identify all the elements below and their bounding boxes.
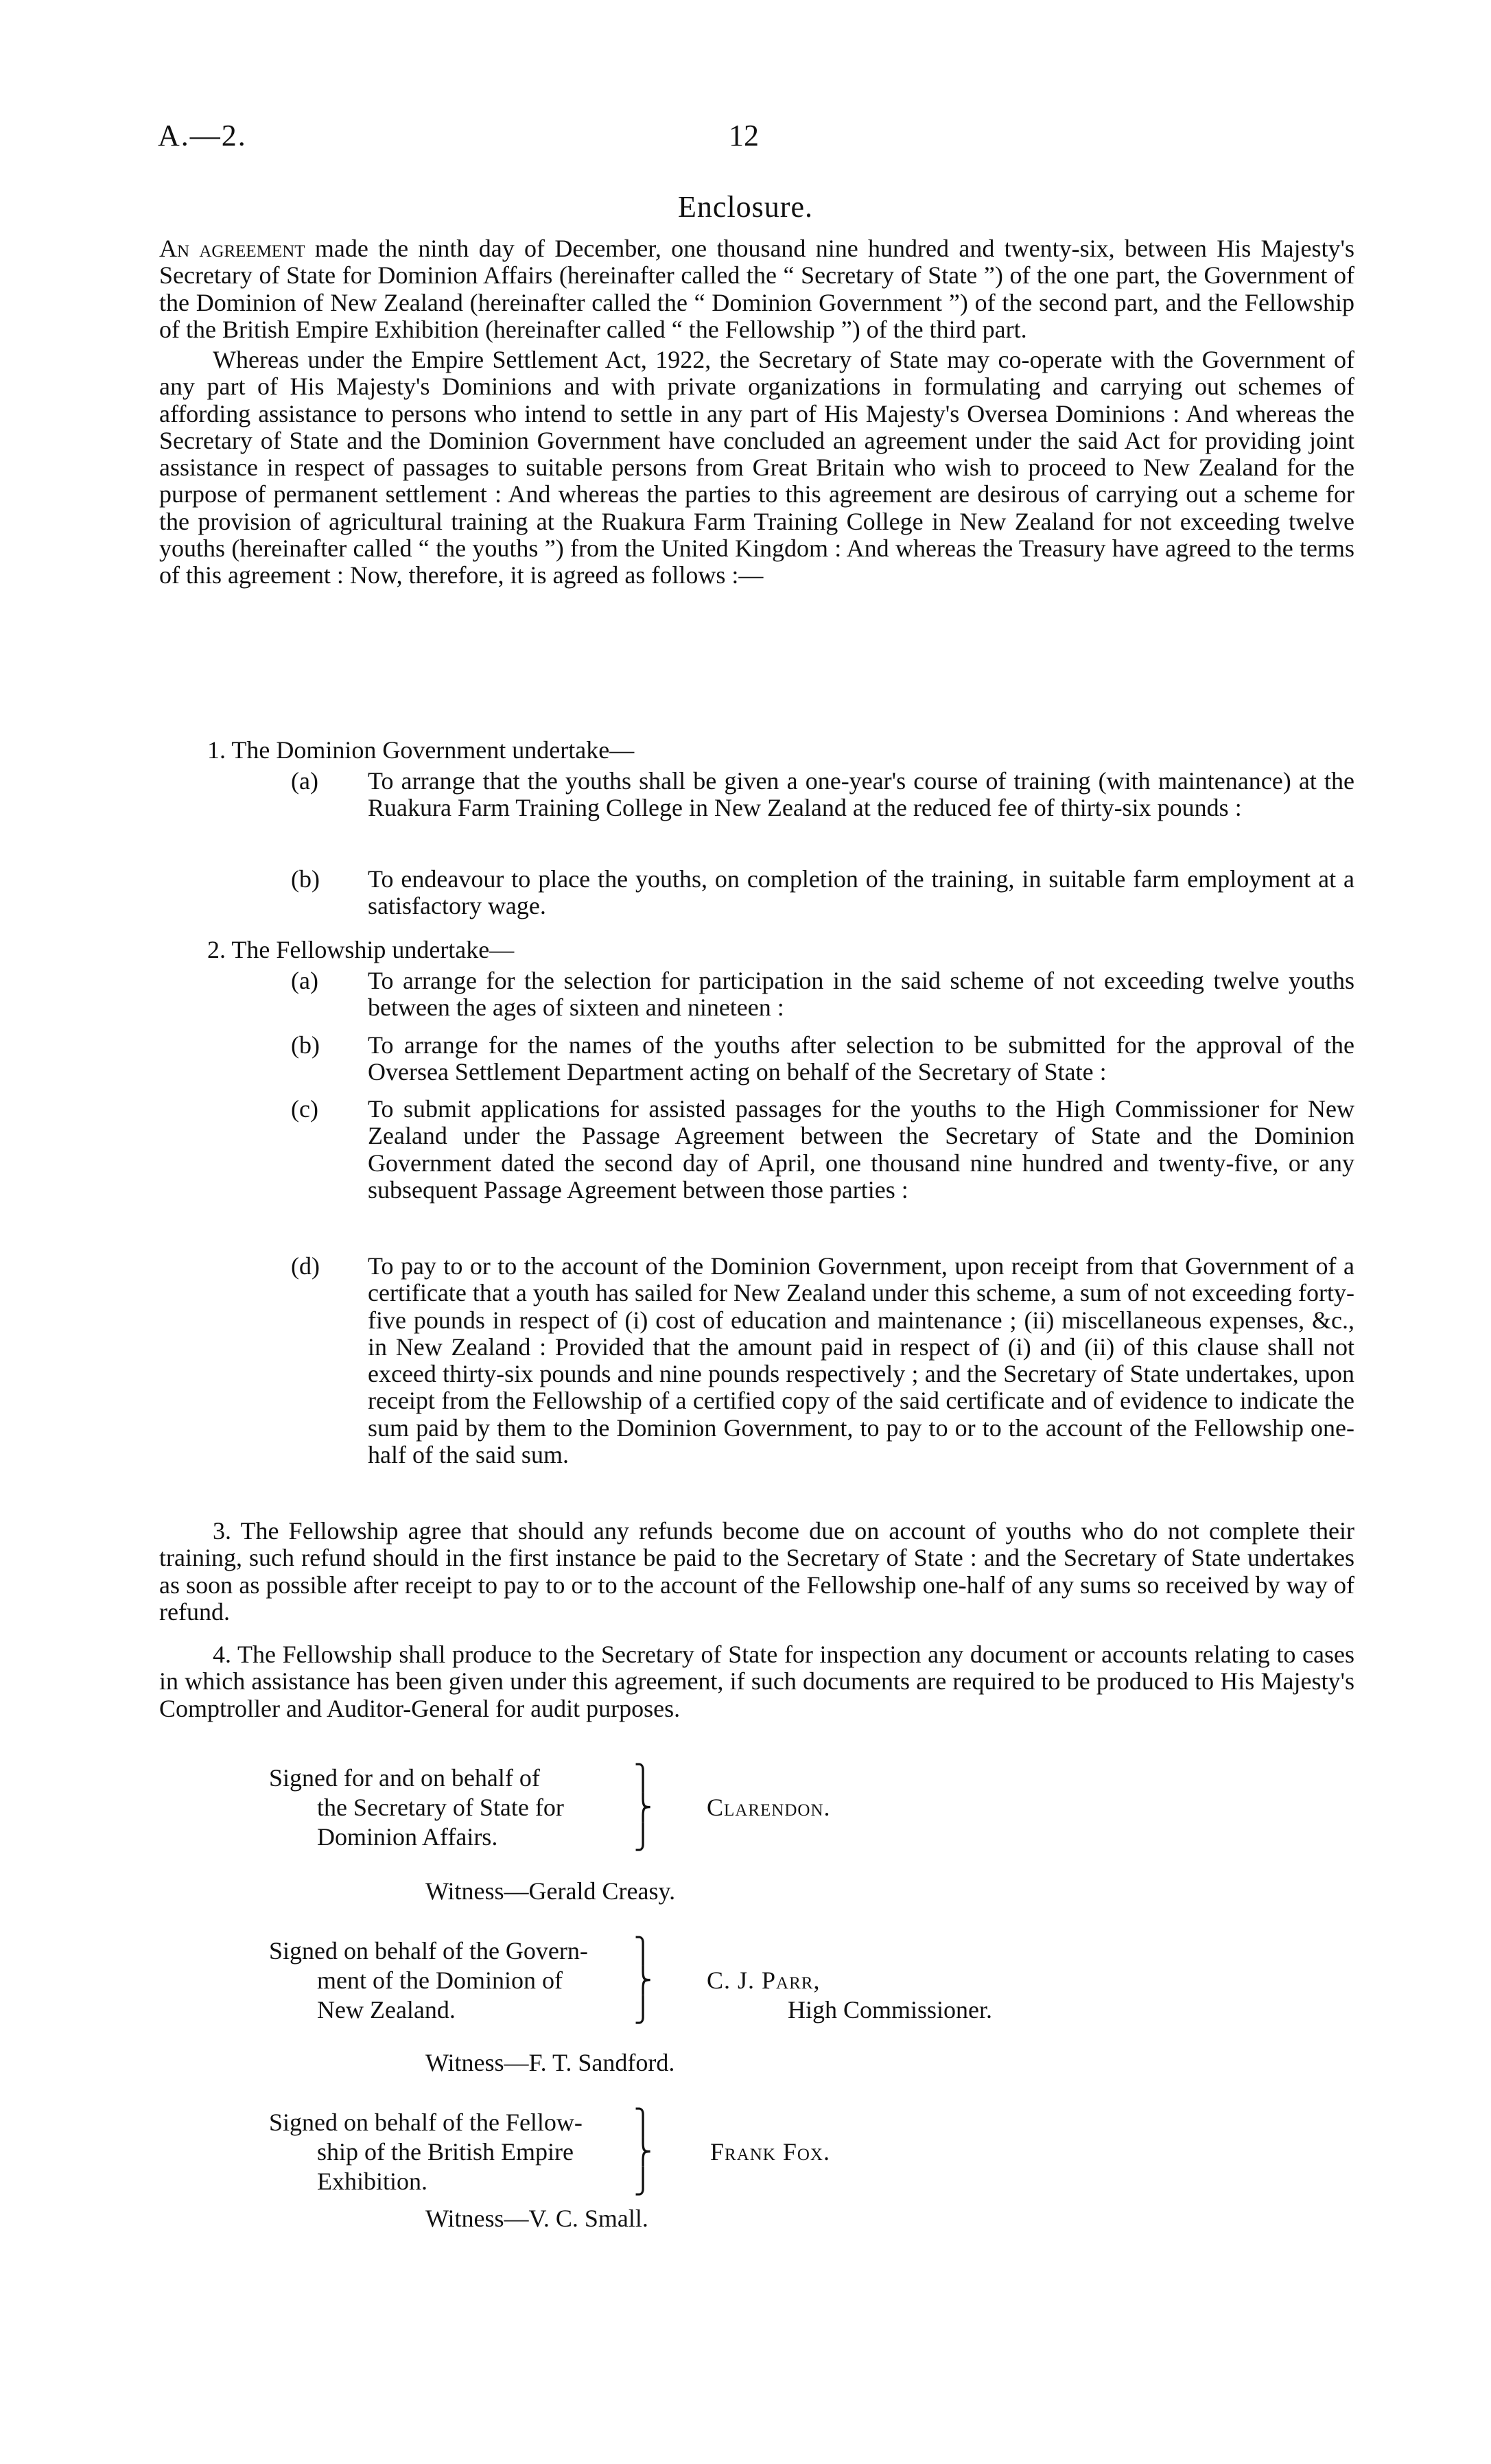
signature-line: Dominion Affairs. [317,1823,498,1851]
signatory-name: Frank Fox. [710,2138,830,2166]
item-text: To arrange for the selection for participation in the said scheme of not exceeding twelve youths between the ages of sixteen and nineteen : [368,967,1354,1022]
witness-line: Witness—F. T. Sandford. [425,2049,675,2076]
clause-2-item-b [291,1032,1354,1086]
intro-text: made the ninth day of December, one thousand nine hundred and twenty-six, between His Majesty's Secretary of State for Dominion Affairs (hereinafter called the “ Secretary of State ”) of the one part, the Government of the Dominion of New Zealand (hereinafter called the “ Dominion Government ”) of the second part, and the Fellowship of the British Empire Exhibition (hereinafter called “ the Fellowship ”) of the third part. [159,235,1355,343]
signature-line: Signed on behalf of the Fellow- [269,2109,583,2136]
clause-2-item-c [291,1096,1354,1204]
clause-2-item-d [291,1253,1354,1468]
signatory-role: High Commissioner. [788,1996,993,2023]
item-text: To pay to or to the account of the Dominion Government, upon receipt from that Government of a certificate that a youth has sailed for New Zealand under this scheme, a sum of not exceeding forty-five pounds in respect of (i) cost of education and maintenance ; (ii) miscellaneous expenses, &c., in New Zealand : Provided that the amount paid in respect of (i) and (ii) of this clause shall not exceed thirty-six pounds and nine pounds respectively ; and the Secretary of State undertakes, upon receipt from the Fellowship of a certified copy of the said certificate and of evidence to indicate the sum paid by them to the Dominion Government, to pay to or to the account of the Fellowship one-half of the said sum. [368,1252,1354,1469]
brace-3: ⎫ ⎬ ⎭ [633,2109,653,2195]
witness-line: Witness—Gerald Creasy. [425,1877,676,1905]
signature-line: Signed for and on behalf of [269,1764,540,1792]
witness-line: Witness—V. C. Small. [425,2205,648,2232]
signatory-name: C. J. Parr, [707,1967,821,1994]
signature-line: the Secretary of State for [317,1794,564,1821]
agreement-intro [159,235,1354,343]
signature-line: ment of the Dominion of [317,1967,563,1994]
signature-line: New Zealand. [317,1996,456,2023]
page-number: 12 [729,119,759,152]
signature-line: Exhibition. [317,2168,427,2195]
signature-line: Signed on behalf of the Govern- [269,1937,588,1964]
item-label: (d) [291,1252,320,1280]
clause-2-item-a [291,967,1354,1022]
brace-2: ⎫ ⎬ ⎭ [633,1937,653,2023]
clause-1-heading: 1. The Dominion Government undertake— [207,736,635,764]
item-label: (b) [291,1031,320,1059]
item-label: (b) [291,865,320,893]
clause-2-heading: 2. The Fellowship undertake— [207,936,515,963]
signature-block-2 [269,1936,588,2025]
clause-1-item-a [291,768,1354,822]
whereas-paragraph: Whereas under the Empire Settlement Act, 1922, the Secretary of State may co-operate with the Government of any part of His Majesty's Dominions and with private organizations in formulating and carrying out schemes of affording assistance to persons who intend to settle in any part of His Majesty's Oversea Dominions : And whereas the Secretary of State and the Dominion Government have concluded an agreement under the said Act for providing joint assistance in respect of passages to suitable persons from Great Britain who wish to proceed to New Zealand for the purpose of permanent settlement : And whereas the parties to this agreement are desirous of carrying out a scheme for the provision of agricultural training at the Ruakura Farm Training College in New Zealand for not exceeding twelve youths (hereinafter called “ the youths ”) from the United Kingdom : And whereas the Treasury have agreed to the terms of this agreement : Now, therefore, it is agreed as follows :— [159,346,1354,589]
item-text: To arrange that the youths shall be given a one-year's course of training (with maintenance) at the Ruakura Farm Training College in New Zealand at the reduced fee of thirty-six pounds : [368,767,1354,822]
item-label: (a) [291,767,318,795]
clause-3: 3. The Fellowship agree that should any refunds become due on account of youths who do not complete their training, such refund should in the first instance be paid to the Secretary of State : and the Secretary of State undertakes as soon as possible after receipt to pay to or to the account of the Fellowship one-half of any sums so received by way of refund. [159,1517,1354,1626]
signature-block-1 [269,1763,564,1852]
item-text: To arrange for the names of the youths after selection to be submitted for the approval of the Oversea Settlement Department acting on behalf of the Secretary of State : [368,1031,1354,1086]
item-label: (a) [291,967,318,994]
item-text: To submit applications for assisted passages for the youths to the High Commissioner for New Zealand under the Passage Agreement between the Secretary of State and the Dominion Government dated the second day of April, one thousand nine hundred and twenty-five, or any subsequent Passage Agreement between those parties : [368,1095,1354,1204]
signatory-name: Clarendon. [707,1794,831,1821]
signature-line: ship of the British Empire [317,2138,574,2166]
page-title: Enclosure. [678,190,813,224]
item-label: (c) [291,1095,318,1123]
clause-4: 4. The Fellowship shall produce to the Secretary of State for inspection any document or accounts relating to cases in which assistance has been given under this agreement, if such documents are required to be produced to His Majesty's Comptroller and Auditor-General for audit purposes. [159,1641,1354,1722]
clause-1-item-b [291,866,1354,920]
parliamentary-paper-code: A.—2. [158,119,247,152]
item-text: To endeavour to place the youths, on completion of the training, in suitable farm employment at a satisfactory wage. [368,865,1354,920]
brace-1: ⎫ ⎬ ⎭ [633,1764,653,1851]
signature-block-3 [269,2108,583,2196]
intro-lead: An agreement [159,235,305,262]
